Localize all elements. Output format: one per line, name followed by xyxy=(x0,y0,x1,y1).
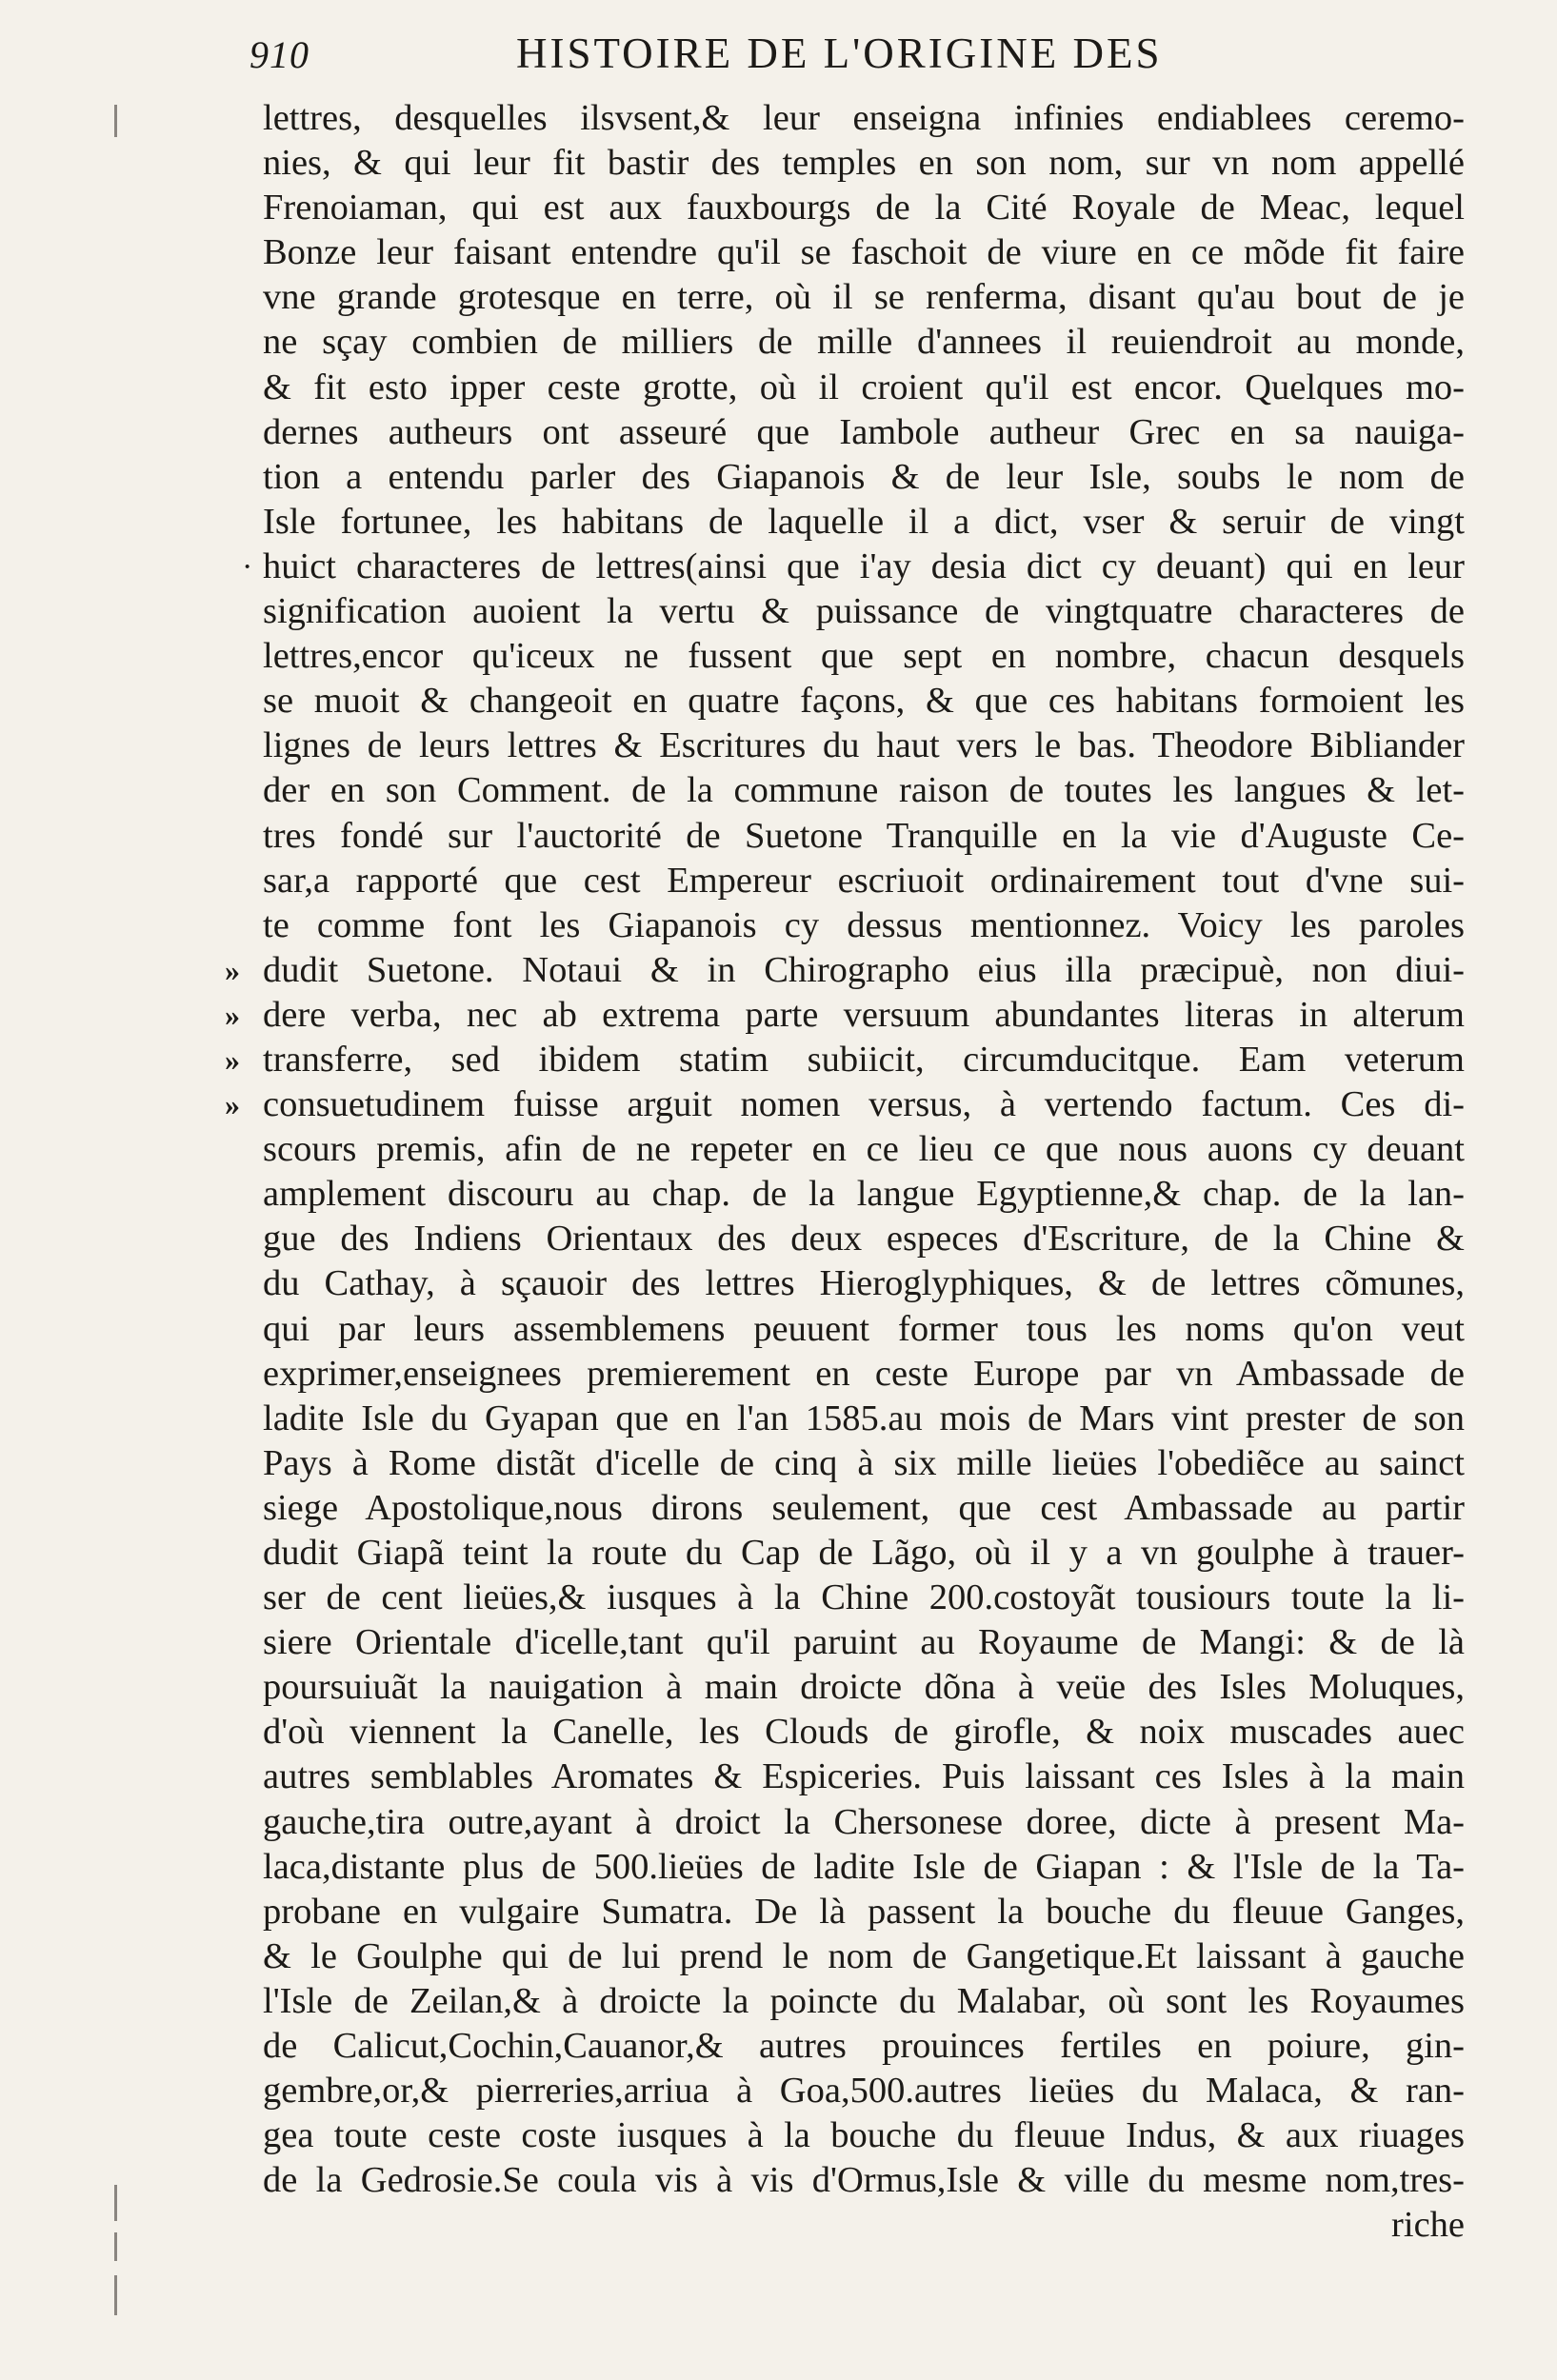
text-line: sar,a rapporté que cest Empereur escriuoit ordinairement tout d'vne sui- xyxy=(263,860,1465,901)
text-line: & le Goulphe qui de lui prend le nom de Gangetique.Et laissant à gauche xyxy=(263,1935,1465,1976)
catchword: riche xyxy=(1391,2205,1465,2246)
text-line: & fit esto ipper ceste grotte, où il croient qu'il est encor. Quelques mo- xyxy=(263,367,1465,407)
quote-mark: » xyxy=(225,1087,240,1122)
text-line: qui par leurs assemblemens peuuent former tous les noms qu'on veut xyxy=(263,1308,1465,1349)
text-line: dernes autheurs ont asseuré que Iambole autheur Grec en sa nauiga- xyxy=(263,411,1465,452)
text-line: lignes de leurs lettres & Escritures du haut vers le bas. Theodore Bibliander xyxy=(263,725,1465,766)
text-line: ser de cent lieües,& iusques à la Chine 200.costoyãt tousiours toute la li- xyxy=(263,1577,1465,1618)
quoted-line xyxy=(225,993,1465,1038)
text-line: ne sçay combien de milliers de mille d'annees il reuiendroit au monde, xyxy=(263,322,1465,363)
text-line: gue des Indiens Orientaux des deux especes d'Escriture, de la Chine & xyxy=(263,1219,1465,1259)
text-line: signification auoient la vertu & puissance de vingtquatre characteres de xyxy=(263,591,1465,632)
text-line: de Calicut,Cochin,Cauanor,& autres prouinces fertiles en poiure, gin- xyxy=(263,2026,1465,2067)
quoted-line xyxy=(225,948,1465,993)
text-line: consuetudinem fuisse arguit nomen versus, à vertendo factum. Ces di- xyxy=(263,1084,1465,1125)
text-line: Bonze leur faisant entendre qu'il se faschoit de viure en ce mõde fit faire xyxy=(263,232,1465,273)
margin-mark xyxy=(114,105,117,137)
text-line: se muoit & changeoit en quatre façons, & que ces habitans formoient les xyxy=(263,681,1465,722)
text-line: gembre,or,& pierreries,arriua à Goa,500.autres lieües du Malaca, & ran- xyxy=(263,2071,1465,2112)
text-line: dere verba, nec ab extrema parte versuum abundantes literas in alterum xyxy=(263,994,1465,1035)
text-line: nies, & qui leur fit bastir des temples en son nom, sur vn nom appellé xyxy=(263,143,1465,184)
text-line: tres fondé sur l'auctorité de Suetone Tranquille en la vie d'Auguste Ce- xyxy=(263,815,1465,856)
text-line: gauche,tira outre,ayant à droict la Chersonese doree, dicte à present Ma- xyxy=(263,1801,1465,1842)
text-line: de la Gedrosie.Se coula vis à vis d'Ormus,Isle & ville du mesme nom,tres- xyxy=(263,2160,1465,2201)
text-line: huict characteres de lettres(ainsi que i'ay desia dict cy deuant) qui en leur xyxy=(263,545,1465,586)
margin-mark xyxy=(114,2232,117,2261)
text-line: vne grande grotesque en terre, où il se renferma, disant qu'au bout de je xyxy=(263,277,1465,318)
margin-mark xyxy=(114,2275,117,2315)
margin-mark xyxy=(114,2185,117,2221)
text-line: te comme font les Giapanois cy dessus mentionnez. Voicy les paroles xyxy=(263,904,1465,945)
quoted-line xyxy=(225,1038,1465,1082)
text-line: gea toute ceste coste iusques à la bouche du fleuue Indus, & aux riuages xyxy=(263,2115,1465,2156)
text-line: tion a entendu parler des Giapanois & de leur Isle, soubs le nom de xyxy=(263,456,1465,497)
text-line: Pays à Rome distãt d'icelle de cinq à six mille lieües l'obediẽce au sainct xyxy=(263,1442,1465,1483)
text-line: d'où viennent la Canelle, les Clouds de girofle, & noix muscades auec xyxy=(263,1712,1465,1753)
text-line: laca,distante plus de 500.lieües de ladite Isle de Giapan : & l'Isle de la Ta- xyxy=(263,1846,1465,1887)
body-text xyxy=(225,96,1465,2249)
text-line: dudit Suetone. Notaui & in Chirographo eius illa præcipuè, non diui- xyxy=(263,949,1465,990)
text-line: amplement discouru au chap. de la langue Egyptienne,& chap. de la lan- xyxy=(263,1174,1465,1215)
text-line: scours premis, afin de ne repeter en ce lieu ce que nous auons cy deuant xyxy=(263,1129,1465,1170)
text-line: ladite Isle du Gyapan que en l'an 1585.au mois de Mars vint prester de son xyxy=(263,1398,1465,1438)
text-line: dudit Giapã teint la route du Cap de Lãgo, où il y a vn goulphe à trauer- xyxy=(263,1533,1465,1573)
text-line: der en son Comment. de la commune raison de toutes les langues & let- xyxy=(263,770,1465,811)
text-line: poursuiuãt la nauigation à main droicte dõna à veüe des Isles Moluques, xyxy=(263,1667,1465,1708)
text-line: lettres, desquelles ilsvsent,& leur enseigna infinies endiablees ceremo- xyxy=(263,98,1465,138)
quote-mark: » xyxy=(225,997,240,1032)
text-line: exprimer,enseignees premierement en ceste Europe par vn Ambassade de xyxy=(263,1353,1465,1394)
text-line: lettres,encor qu'iceux ne fussent que sept en nombre, chacun desquels xyxy=(263,636,1465,677)
quote-mark: » xyxy=(225,952,240,987)
page-header xyxy=(250,29,1278,86)
text-line: transferre, sed ibidem statim subiicit, circumducitque. Eam veterum xyxy=(263,1039,1465,1080)
text-line: l'Isle de Zeilan,& à droicte la poincte du Malabar, où sont les Royaumes xyxy=(263,1980,1465,2021)
text-line: siere Orientale d'icelle,tant qu'il paruint au Royaume de Mangi: & de là xyxy=(263,1622,1465,1663)
text-line: probane en vulgaire Sumatra. De là passent la bouche du fleuue Ganges, xyxy=(263,1891,1465,1932)
text-line: siege Apostolique,nous dirons seulement, que cest Ambassade au partir xyxy=(263,1487,1465,1528)
text-line: Isle fortunee, les habitans de laquelle il a dict, vser & seruir de vingt xyxy=(263,501,1465,542)
running-title: HISTOIRE DE L'ORIGINE DES xyxy=(516,30,1163,77)
page-number: 910 xyxy=(250,33,309,76)
text-line: Frenoiaman, qui est aux fauxbourgs de la Cité Royale de Meac, lequel xyxy=(263,188,1465,228)
margin-bullet: · xyxy=(242,548,253,585)
text-line: du Cathay, à sçauoir des lettres Hieroglyphiques, & de lettres cõmunes, xyxy=(263,1263,1465,1304)
quote-mark: » xyxy=(225,1041,240,1077)
text-line: autres semblables Aromates & Espiceries. Puis laissant ces Isles à la main xyxy=(263,1756,1465,1797)
text-line-marked xyxy=(242,545,1465,589)
quoted-line xyxy=(225,1082,1465,1127)
